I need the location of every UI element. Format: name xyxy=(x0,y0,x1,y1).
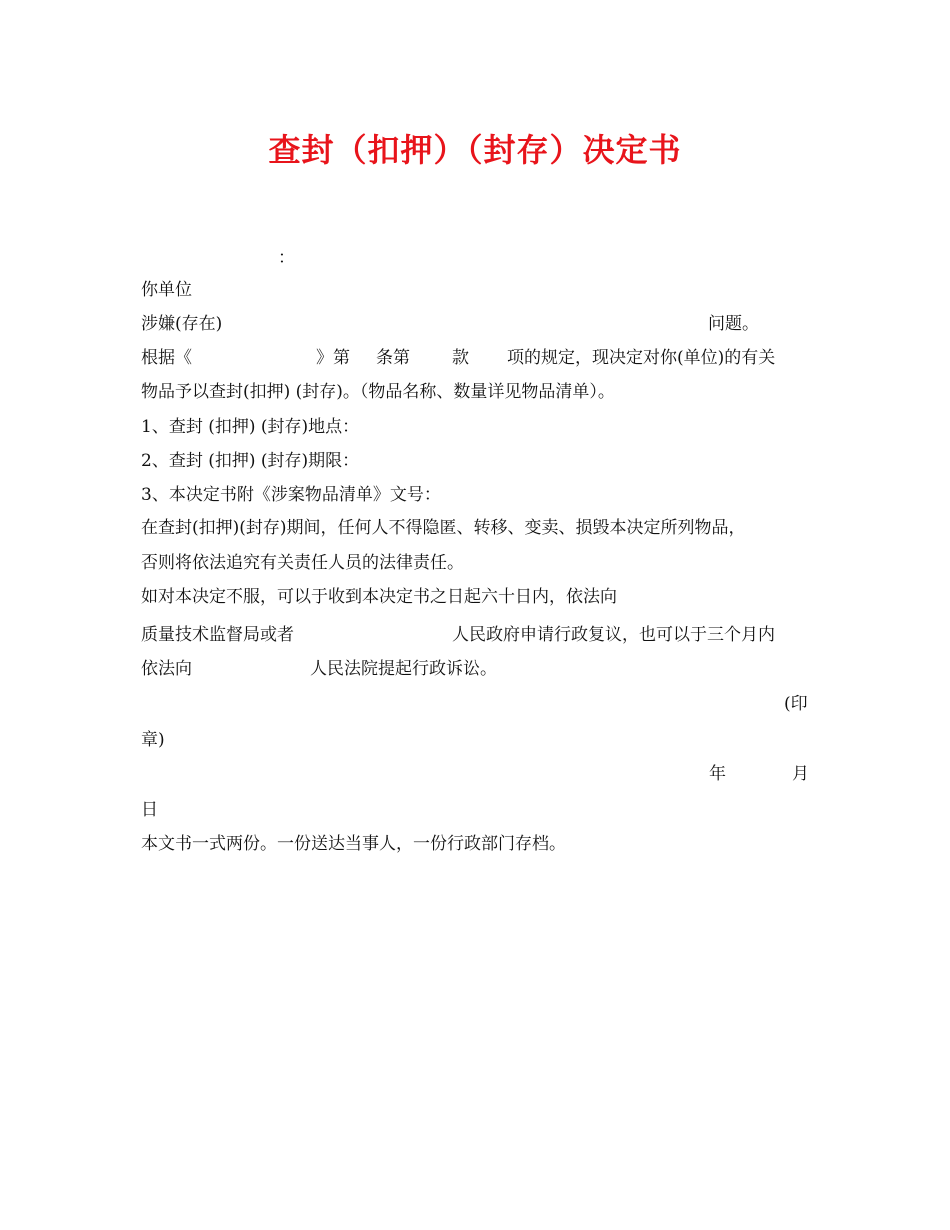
footer-note: 本文书一式两份。一份送达当事人，一份行政部门存档。 xyxy=(141,834,566,854)
line-unit: 你单位 xyxy=(141,280,192,300)
item-attachment: 3、本决定书附《涉案物品清单》文号： xyxy=(141,485,441,505)
item-location: 1、查封 (扣押) (封存)地点： xyxy=(141,417,360,437)
document-title: 查封（扣押）（封存）决定书 xyxy=(268,131,682,169)
line-suspect-start: 涉嫌(存在) xyxy=(141,314,223,334)
addressee-colon: ： xyxy=(278,248,295,268)
appeal-line-1: 如对本决定不服，可以于收到本决定书之日起六十日内，依法向 xyxy=(141,587,617,607)
seal-label-a: (印 xyxy=(784,694,808,714)
basis-part3: 条第 xyxy=(376,348,410,368)
basis-part2: 》第 xyxy=(316,348,350,368)
seal-label-b: 章) xyxy=(141,730,165,750)
appeal-line-3b: 人民法院提起行政诉讼。 xyxy=(310,659,497,679)
item-period: 2、查封 (扣押) (封存)期限： xyxy=(141,451,360,471)
basis-part5: 项的规定，现决定对你(单位)的有关 xyxy=(507,348,776,368)
line-suspect-end: 问题。 xyxy=(708,314,759,334)
basis-part1: 根据《 xyxy=(141,348,192,368)
basis-continuation: 物品予以查封(扣押) (封存)。（物品名称、数量详见物品清单）。 xyxy=(141,382,615,402)
date-year: 年 xyxy=(709,764,726,784)
basis-part4: 款 xyxy=(452,348,469,368)
date-day: 日 xyxy=(141,800,158,820)
warning-line-2: 否则将依法追究有关责任人员的法律责任。 xyxy=(141,553,464,573)
appeal-line-3a: 依法向 xyxy=(141,659,192,679)
appeal-line-2a: 质量技术监督局或者 xyxy=(141,625,294,645)
date-month: 月 xyxy=(792,764,809,784)
appeal-line-2b: 人民政府申请行政复议，也可以于三个月内 xyxy=(452,625,775,645)
warning-line-1: 在查封(扣押)(封存)期间，任何人不得隐匿、转移、变卖、损毁本决定所列物品， xyxy=(141,518,746,538)
